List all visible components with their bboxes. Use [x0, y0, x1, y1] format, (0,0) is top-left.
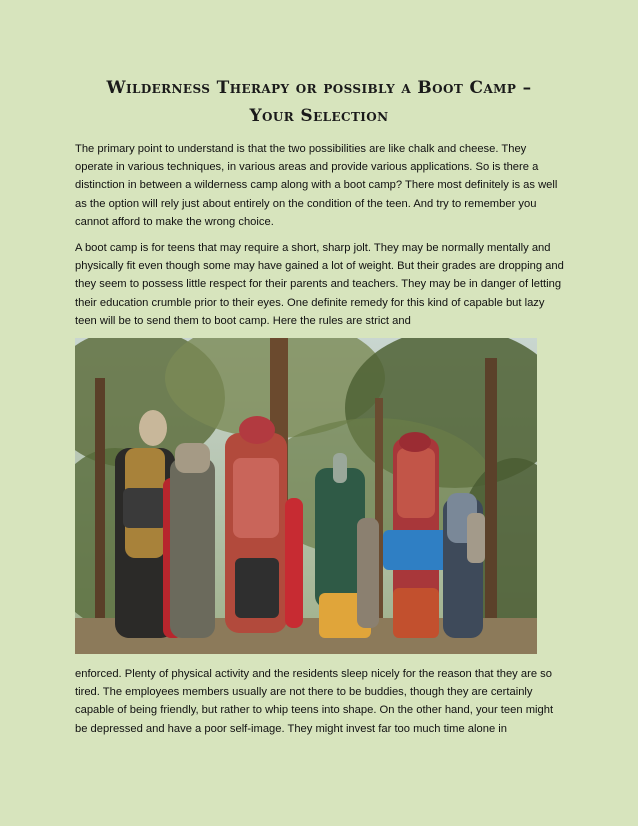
photo-illustration — [75, 338, 537, 654]
paragraph-3: enforced. Plenty of physical activity and the residents sleep nicely for the reason that they are so tired. The employees members usually are not there to be buddies, though they are certainly capable of being friendly, but rather to whip teens into shape. On the other hand, your teen might be depressed and have a poor self-image. They might invest far too much time alone in — [75, 668, 554, 735]
title-line-2: Your Selection — [249, 106, 389, 126]
title-line-1: Wilderness Therapy or possibly a Boot Camp – — [106, 78, 532, 98]
hikers-backpacks-photo — [75, 338, 537, 654]
document-title — [60, 74, 578, 130]
paragraph-1: The primary point to understand is that the two possibilities are like chalk and cheese. They operate in various techniques, in various areas and provide various applications. So is there a distinction in between a wilderness camp along with a boot camp? There most definitely is as well as the option will rely just about entirely on the condition of the teen. And try to remember you cannot afford to make the wrong choice. — [75, 143, 558, 228]
paragraph-2: A boot camp is for teens that may require a short, sharp jolt. They may be normally mentally and physically fit even though some may have gained a lot of weight. But their grades are dropping and they seem to possess little respect for their parents and teachers. They may be in danger of letting their education crumble prior to their eyes. One definite remedy for this kind of capable but lazy teen will be to send them to boot camp. Here the rules are strict and — [75, 242, 564, 327]
